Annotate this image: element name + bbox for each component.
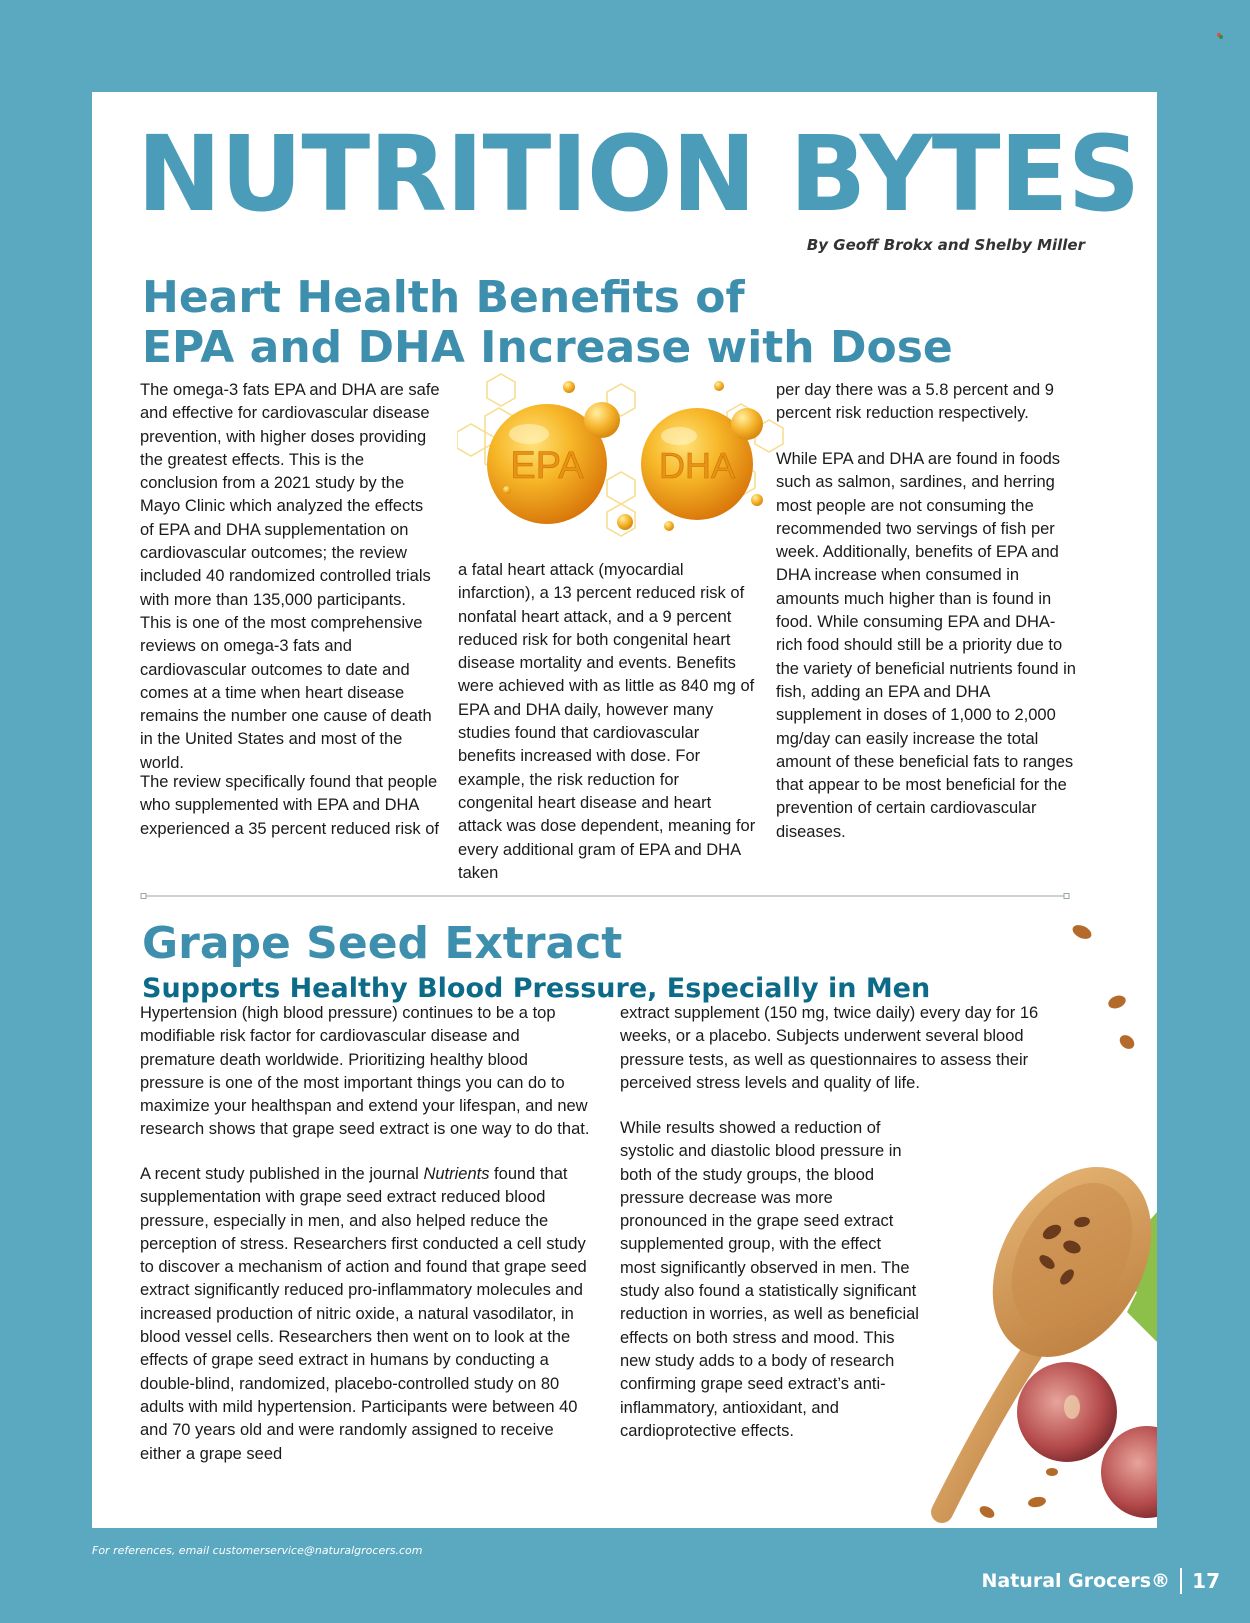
brand-name: Natural Grocers® [981, 1570, 1170, 1592]
dha-label: DHA [658, 445, 736, 486]
color-mark-icon [1216, 32, 1224, 40]
para2-intro: A recent study published in the journal [140, 1165, 424, 1183]
page-number: 17 [1192, 1569, 1220, 1593]
article1-col2-para1: a fatal heart attack (myocardial infarction), a 13 percent reduced risk of nonfatal heart attack, and a 9 percent reduced risk for both congenital heart disease mortality and events. Benefits were achieved with as little as 840 mg of EPA and DHA daily, however many studies found that cardiovascular benefits increased with dose. For example, the risk reduction for congenital heart disease and heart attack was dose dependent, meaning for every additional gram of EPA and DHA taken [458, 561, 756, 882]
epa-label: EPA [510, 445, 584, 487]
omega3-capsules-illustration [457, 372, 787, 542]
page-number-block [1180, 1568, 1220, 1594]
article2-headline: Grape Seed Extract [142, 918, 623, 969]
section-divider [140, 892, 1070, 900]
article1-headline-line2: EPA and DHA Increase with Dose [142, 322, 953, 373]
para2-body: found that supplementation with grape seed extract reduced blood pressure, especially in men, and also helped reduce the perception of stress. Researchers first conducted a cell study to discover a mechanism of action and found that grape seed extract significantly reduced pro-inflammatory molecules and increased production of nitric oxide, a natural vasodilator, in blood vessel cells. Researchers then went on to look at the effects of grape seed extract in humans by conducting a double-blind, randomized, placebo-controlled study on 80 adults with mild hypertension. Participants were between 40 and 70 years old and were randomly assigned to receive either a grape seed [140, 1165, 587, 1463]
article1-col3-para1: per day there was a 5.8 percent and 9 percent risk reduction respectively. [776, 381, 1054, 423]
references-note: For references, email customerservice@naturalgrocers.com [92, 1544, 423, 1557]
content-page [92, 92, 1157, 1528]
journal-name: Nutrients [423, 1165, 490, 1183]
article1-headline-line1: Heart Health Benefits of [142, 272, 745, 323]
grape-halves [1017, 1362, 1157, 1518]
article2-subheadline: Supports Healthy Blood Pressure, Especially in Men [142, 973, 931, 1004]
article2-col1-para2 [140, 1163, 590, 1466]
byline: By Geoff Brokx and Shelby Miller [806, 236, 1085, 254]
article1-col3-para2: While EPA and DHA are found in foods such as salmon, sardines, and herring most people are not consuming the recommended two servings of fish per week. Additionally, benefits of EPA and DHA increase when consumed in amounts much higher than is found in food. While consuming EPA and DHA-rich food should still be a priority due to the variety of beneficial nutrients found in fish, adding an EPA and DHA supplement in doses of 1,000 to 2,000 mg/day can easily increase the total amount of these beneficial fats to ranges that appear to be most beneficial for the prevention of certain cardiovascular diseases. [776, 450, 1076, 841]
footer-separator [1180, 1568, 1182, 1594]
article2-col1-para1: Hypertension (high blood pressure) continues to be a top modifiable risk factor for cardiovascular disease and premature death worldwide. Prioritizing healthy blood pressure is one of the most important things you can do to maximize your healthspan and extend your lifespan, and new research shows that grape seed extract is one way to do that. [140, 1004, 590, 1139]
article1-col1-para1: The omega-3 fats EPA and DHA are safe and effective for cardiovascular disease prevention, with higher doses providing the greatest effects. This is the conclusion from a 2021 study by the Mayo Clinic which analyzed the effects of EPA and DHA supplementation on cardiovascular outcomes; the review included 40 randomized controlled trials with more than 135,000 participants. This is one of the most comprehensive reviews on omega-3 fats and cardiovascular outcomes to date and comes at a time when heart disease remains the number one cause of death in the United States and most of the world. [140, 381, 440, 772]
page-title: NUTRITION BYTES [137, 113, 1140, 235]
article2-col2-para2: While results showed a reduction of systolic and diastolic blood pressure in both of the study groups, the blood pressure decrease was more pronounced in the grape seed extract supplemented group, with the effect most significantly observed in men. The study also found a statistically significant reduction in worries, as well as beneficial effects on both stress and mood. This new study adds to a body of research confirming grape seed extract’s anti-inflammatory, antioxidant, and cardioprotective effects. [620, 1119, 919, 1440]
article2-col2-para1: extract supplement (150 mg, twice daily) every day for 16 weeks, or a placebo. Subjects underwent several blood pressure tests, as well as questionnaires to assess their perceived stress levels and quality of life. [620, 1004, 1039, 1092]
article1-col1-para2: The review specifically found that people who supplemented with EPA and DHA experienced a 35 percent reduced risk of [140, 773, 440, 838]
